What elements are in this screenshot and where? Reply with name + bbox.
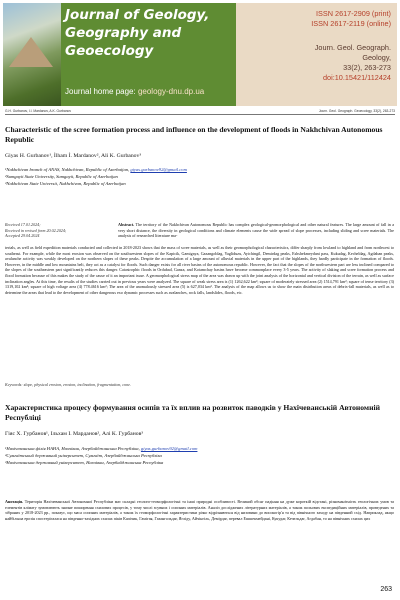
authors-en: Giyas H. Gurbanov¹, İlham İ. Mardanov², Ali K. Gurbanov³ xyxy=(5,153,142,159)
running-header-journal: Journ. Geol. Geograph. Geoecology, 33(2), 263-273 xyxy=(318,109,395,113)
journal-ref-line3: 33(2), 263-273 xyxy=(343,63,391,72)
article-title-uk: Характеристика процесу формування осипів та їх вплив на розвиток паводків у Нахічеванській Автономній Республіці xyxy=(5,403,380,422)
keywords-en: Keywords: slope, physical erosion, erosion, inclination, fragmentation, cone. xyxy=(5,382,132,387)
running-header-authors: G.H. Gurbanov, I.I. Mardanov, A.K. Gurbanov xyxy=(5,109,72,113)
affiliation-3-uk: ³Нахічеванська державний університет, Нахчіван, Азербайджанська Республіка xyxy=(5,460,164,465)
article-title-en: Characteristic of the scree formation process and influence on the development of floods in Nakhchivan Autonomous Republic xyxy=(5,125,383,144)
abstract-top xyxy=(118,222,394,239)
revised-date: Received in revised form 20.02.2024; xyxy=(5,227,67,233)
annotation-uk xyxy=(5,499,394,521)
affiliation-1-text: ¹Nakhchivan branch of ANAS, Nakhchivan, Republic of Azerbaijan, xyxy=(5,167,130,172)
affiliation-1-en xyxy=(5,167,187,172)
journal-title-line1: Journal of Geology, xyxy=(65,7,210,23)
journal-banner xyxy=(3,3,397,106)
affiliation-3-en: ³Nakhchivan State Universit, Nakhchivan, Republic of Azerbaijan xyxy=(5,181,126,186)
running-header xyxy=(5,109,395,115)
received-date: Received 17.01.2024; xyxy=(5,222,41,227)
journal-title xyxy=(65,6,233,60)
annotation-text: Територія Нахічеванської Автономної Республіки має складні геолого-геоморфологічні та інші природні особливості. Великий обсяг падіння на дуже короткій відстані, різноманітність геологічних умов та елементів клімату зумовлюють значне поширення схилових процесів, у тому числі зсувних і осипних матеріалів. Аналіз досліджених літературних матеріалів, а також польових експедиційних матеріалів, проведених та зібраних у 2018-2023 рр., показує, що маса осипних матеріалів, а також їх геоморфологічні характеристики різко відрізняються від низовини до високогір'я та від північного заходу на південний схід. Наприклад, якщо найбільша ерозія спостерігалася на південно-західних схилах піків Капічик, Гамігая, Газангольдаг, Ягліду, Айчінгіль, Демірдаг, перевал Ешшекмейдані, Кукудаг, Кечельдаг, Агдабан, то на північних схилах цих xyxy=(5,499,394,521)
affiliation-2-en: ²Sumgayit State University, Sumgayit, Republic of Azerbaijan xyxy=(5,174,118,179)
journal-ref-line1: Journ. Geol. Geograph. xyxy=(314,43,391,52)
issn-print: ISSN 2617-2909 (print) xyxy=(315,9,391,18)
landscape-photo xyxy=(3,3,61,106)
banner-right-panel xyxy=(236,3,397,106)
journal-homepage xyxy=(65,87,204,96)
issn-online: ISSN 2617-2119 (online) xyxy=(311,19,391,28)
mountain-peak-shape xyxy=(9,37,53,67)
authors-uk: Гіяс Х. Гурбанов¹, Ільхам І. Марданов², Алі К. Гурбанов³ xyxy=(5,431,143,437)
homepage-label: Journal home page: xyxy=(65,87,136,96)
email-link[interactable]: giyas.gurbanov92@gmail.com xyxy=(130,167,187,172)
homepage-link[interactable]: geology-dnu.dp.ua xyxy=(137,87,205,96)
journal-title-line3: Geoecology xyxy=(65,43,154,59)
doi-link[interactable]: doi:10.15421/112424 xyxy=(322,73,391,82)
abstract-top-text: The territory of the Nakhchivan Autonomous Republic has complex geological-geomorphological and other natural features. The large amount of fall in a very short distance, the diversity in geological conditions and climate elements cause the wide spread of slope processes, including sliding and scree materials. The analysis of researched literature ma- xyxy=(118,222,395,239)
page-number: 263 xyxy=(380,586,392,593)
article-dates xyxy=(5,222,66,239)
accepted-date: Accepted 29.04.2024 xyxy=(5,233,40,239)
banner-left-panel xyxy=(3,3,236,106)
affiliation-1-uk-text: ¹Нахічеванська філія НАНА, Нахчіван, Азербайджанська Республіка, xyxy=(5,446,140,451)
affiliation-1-uk xyxy=(5,446,197,451)
email-link-uk[interactable]: giyas.gurbanov92@gmail.com xyxy=(140,446,198,451)
abstract-label: Abstract. xyxy=(118,222,135,227)
journal-title-line2: Geography and xyxy=(65,25,182,41)
affiliation-2-uk: ²Сумгаїтський державний університет, Сумгаїт, Азербайджанська Республіка xyxy=(5,453,162,458)
journal-ref-line2: Geology, xyxy=(362,53,391,62)
abstract-body: terials, as well as field expedition materials conducted and collected in 2018-2023 shows that the mass of scree materials, as well as their geomorphological characteristics, differ sharply from lowland to highland and from northwest to southeast. For example, while the most erosion was observed on the southwestern slopes of the Kapicik, Gamigaya, Gazangoldag, Yagliduzu, Ayichingil, Demirdag peaks, Eshshekmeydani pass, Kukudag, Kecheldag, Agdaban peaks, avalanche activity was weakly developed on the northern slopes of these peaks. Despite the accumulation of a large amount of alluvial materials in the upper part of the highlands, they hardly participate in the formation of floods. However, in the middle and low mountains belt, they act as a catalyst for floods. Such danger exists for all river basins of the autonomous republic. However, the fact that the slopes of the northwestern part are less inclined compared to the slopes of the southeastern part significantly reduces this danger. Catastrophic floods in Ordubad, Ganza, and Kotamchay basins have become commonplace every 3-5 years. The activity of slaking and scree formation process and flood formation because of this makes the study of the cause of it an important issue. A geomorphological stress map of the area was drawn up with the joint analysis of the horizontal and vertical division of the terrain, as well as surface inclination angles. At this time, the results of the studies carried out in previous years were analyzed. The square of weak stress area is (1) 1262,622 km²; square of moderately stressed area (2) 1514,791 km²; square of tense territory (3) 1319,102 km²; square of high voltage area (4) 778.4616 km²; The area of the anomalously stressed area (5) is 627,034 km². The analysis of the map allows us to show the main distribution areas of debris-fall materials, as well as to determine the areas that lead to the development of other dangerous exo dynamic processes such as avalanches, rock falls, landslides, floods, etc. xyxy=(5,245,394,295)
annotation-label: Анотація. xyxy=(5,499,24,504)
